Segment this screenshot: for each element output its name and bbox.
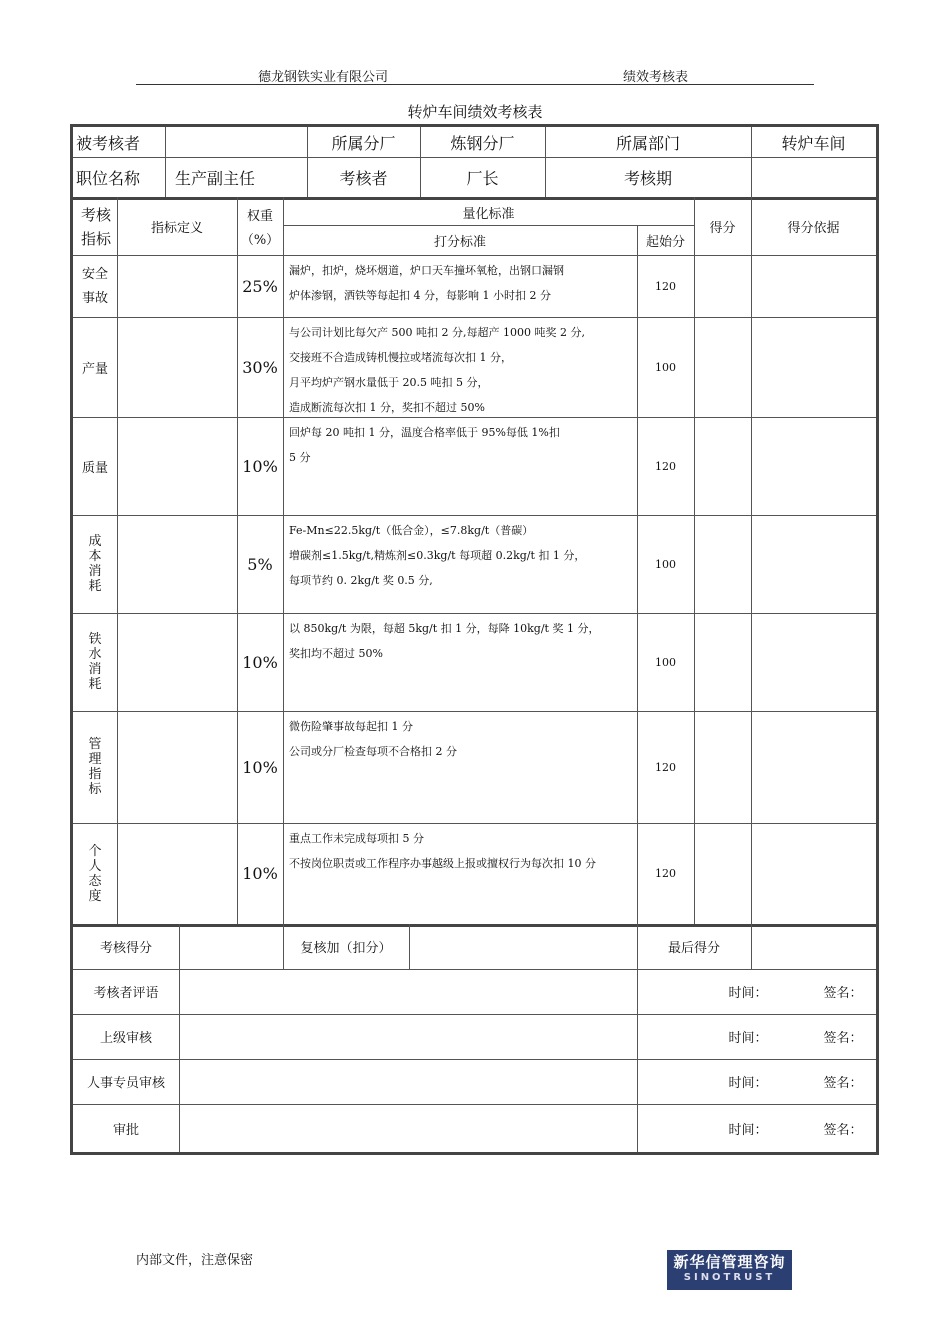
criteria-line: 漏炉，扣炉，烧坏烟道，炉口天车撞坏氧枪，出钢口漏钢 [289, 264, 564, 277]
assessor-label: 考核者 [339, 168, 388, 188]
criteria-line: 奖扣均不超过 50% [289, 647, 383, 660]
logo-english: SINOTRUST [683, 1272, 776, 1283]
review-adjust-label: 复核加（扣分） [300, 941, 392, 956]
criteria-line: 交接班不合造成铸机慢拉或堵流每次扣 1 分， [289, 351, 512, 364]
start-score: 120 [655, 279, 676, 293]
criteria-line: 重点工作未完成每项扣 5 分 [289, 832, 424, 845]
indicator-name: 成本消耗 [88, 534, 102, 594]
assessment-table [70, 124, 879, 1155]
weight-unit: （%） [240, 232, 280, 248]
criteria-line: 微伤险肇事故每起扣 1 分 [289, 720, 413, 733]
weight-value: 30% [242, 357, 278, 377]
department-label: 所属部门 [615, 133, 680, 153]
assessor-comment-label: 考核者评语 [93, 986, 159, 1001]
signature-label: 签名： [823, 1076, 863, 1091]
logo-chinese: 新华信管理咨询 [673, 1253, 786, 1271]
definition-header: 指标定义 [150, 220, 203, 236]
weight-value: 5% [247, 554, 273, 574]
time-label: 时间： [728, 1031, 768, 1046]
supervisor-review-label: 上级审核 [99, 1031, 152, 1046]
indicator-header: 考核指标 [80, 206, 111, 248]
start-score-header: 起始分 [645, 234, 685, 250]
criteria-line: 与公司计划比每欠产 500 吨扣 2 分,每超产 1000 吨奖 2 分, [289, 326, 585, 339]
score-header: 得分 [709, 220, 736, 236]
assessment-score-label: 考核得分 [99, 941, 152, 956]
weight-value: 25% [242, 276, 278, 296]
scoring-header: 打分标准 [433, 234, 486, 250]
start-score: 100 [655, 655, 676, 669]
confidential-note: 内部文件，注意保密 [136, 1253, 254, 1268]
time-label: 时间： [728, 986, 768, 1001]
department-value: 转炉车间 [781, 133, 846, 153]
criteria-line: Fe-Mn≤22.5kg/t（低合金），≤7.8kg/t（普碳） [289, 524, 534, 537]
header-rule [136, 84, 814, 85]
criteria-line: 以 850kg/t 为限，每超 5kg/t 扣 1 分，每降 10kg/t 奖 1 分， [289, 622, 600, 635]
signature-label: 签名： [823, 1031, 863, 1046]
indicator-name: 个人态度 [88, 843, 102, 904]
assessee-value [165, 127, 307, 157]
approval-label: 审批 [112, 1122, 139, 1138]
criteria-line: 月平均炉产钢水量低于 20.5 吨扣 5 分， [289, 376, 489, 389]
document-type: 绩效考核表 [623, 70, 689, 85]
criteria-line: 5 分 [289, 451, 311, 464]
weight-value: 10% [242, 757, 278, 777]
weight-value: 10% [242, 652, 278, 672]
criteria-line: 回炉每 20 吨扣 1 分，温度合格率低于 95%每低 1%扣 [289, 426, 560, 439]
criteria-line: 炉体渗钢，洒铁等每起扣 4 分，每影响 1 小时扣 2 分 [289, 289, 551, 302]
criteria-line: 增碳剂≤1.5kg/t,精炼剂≤0.3kg/t 每项超 0.2kg/t 扣 1 分， [289, 549, 586, 562]
indicator-name: 产量 [81, 361, 108, 377]
final-score-label: 最后得分 [667, 941, 720, 956]
position-label: 职位名称 [75, 168, 140, 188]
company-name: 德龙钢铁实业有限公司 [258, 70, 389, 85]
branch-label: 所属分厂 [331, 133, 396, 153]
criteria-line: 公司或分厂检查每项不合格扣 2 分 [289, 745, 457, 758]
assessee-label: 被考核者 [75, 133, 140, 153]
basis-header: 得分依据 [787, 220, 840, 236]
period-value [751, 157, 876, 197]
criteria-line: 造成断流每次扣 1 分，奖扣不超过 50% [289, 401, 485, 414]
time-label: 时间： [728, 1076, 768, 1091]
indicator-name: 安全事故 [81, 267, 108, 306]
criteria-line: 不按岗位职责或工作程序办事越级上报或擅权行为每次扣 10 分 [289, 857, 596, 870]
period-label: 考核期 [623, 168, 672, 188]
start-score: 120 [655, 867, 676, 880]
criteria-line: 每项节约 0. 2kg/t 奖 0.5 分, [289, 574, 433, 587]
time-label: 时间： [728, 1122, 768, 1138]
quant-header: 量化标准 [462, 206, 515, 222]
start-score: 120 [655, 459, 676, 473]
weight-value: 10% [242, 456, 278, 476]
indicator-name: 铁水消耗 [88, 632, 102, 692]
signature-label: 签名： [823, 1122, 863, 1138]
hr-review-label: 人事专员审核 [86, 1076, 165, 1091]
weight-header: 权重 [246, 208, 273, 224]
sinotrust-logo [667, 1250, 792, 1290]
assessor-value: 厂长 [466, 168, 499, 188]
start-score: 100 [655, 557, 676, 571]
indicator-name: 管理指标 [88, 737, 102, 797]
start-score: 120 [655, 760, 676, 774]
page-title: 转炉车间绩效考核表 [407, 103, 543, 121]
signature-label: 签名： [823, 986, 863, 1001]
branch-value: 炼钢分厂 [450, 133, 515, 153]
indicator-name: 质量 [81, 460, 108, 476]
start-score: 100 [655, 360, 676, 374]
position-value: 生产副主任 [174, 168, 255, 188]
weight-value: 10% [242, 864, 278, 883]
